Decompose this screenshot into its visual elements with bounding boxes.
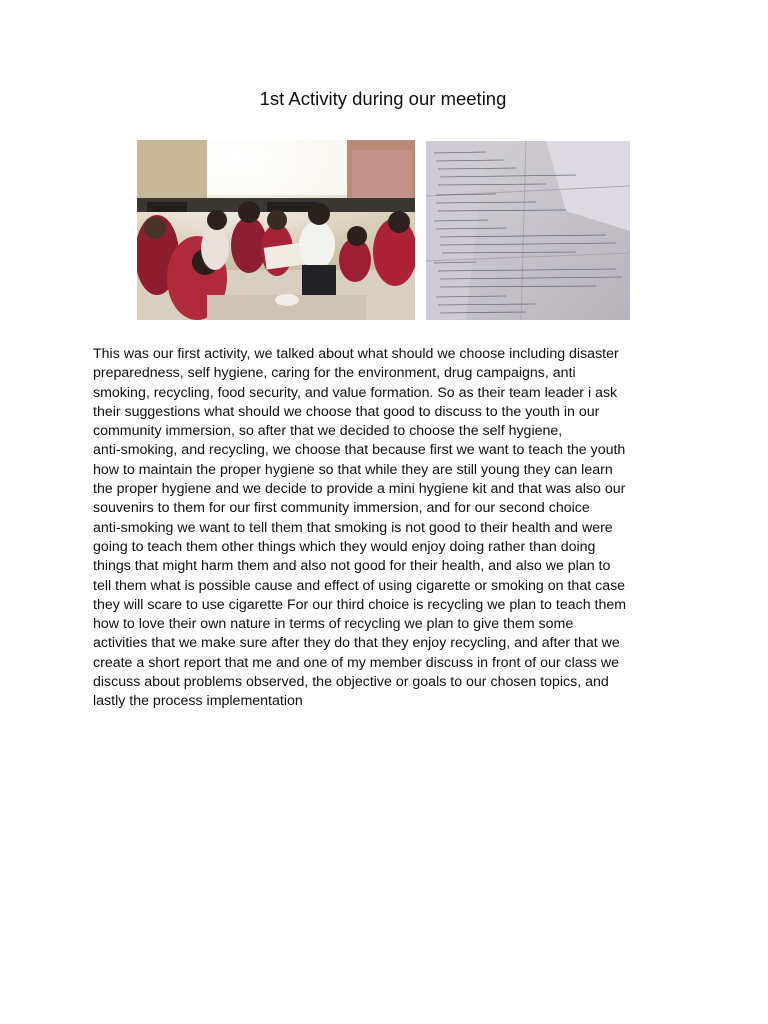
body-paragraph <box>93 345 683 712</box>
body-line: they will scare to use cigarette For our third choice is recycling we plan to teach them <box>93 596 627 613</box>
body-line: how to love their own nature in terms of recycling we plan to give them some <box>93 616 574 633</box>
handwritten-notes-photo <box>426 141 630 320</box>
body-line: create a short report that me and one of my member discuss in front of our class we <box>93 654 619 671</box>
body-line: activities that we make sure after they do that they enjoy recycling, and after that we <box>93 635 620 652</box>
body-line: preparedness, self hygiene, caring for the environment, drug campaigns, anti <box>93 365 576 382</box>
body-line: lastly the process implementation <box>93 693 303 710</box>
body-line: community immersion, so after that we decided to choose the self hygiene, <box>93 423 563 440</box>
body-line: how to maintain the proper hygiene so that while they are still young they can learn <box>93 461 613 478</box>
body-line: This was our first activity, we talked about what should we choose including disaster <box>93 346 619 362</box>
body-line: tell them what is possible cause and effect of using cigarette or smoking on that case <box>93 577 626 594</box>
body-line: the proper hygiene and we decide to provide a mini hygiene kit and that was also our <box>93 481 626 498</box>
body-line: souvenirs to them for our first community immersion, and for our second choice <box>93 500 590 517</box>
body-line: their suggestions what should we choose that good to discuss to the youth in our <box>93 403 600 420</box>
body-line: things that might harm them and also not good for their health, and also we plan to <box>93 558 611 575</box>
page-title: 1st Activity during our meeting <box>259 88 507 109</box>
body-line: anti-smoking we want to tell them that smoking is not good to their health and were <box>93 519 613 536</box>
body-line: smoking, recycling, food security, and value formation. So as their team leader i ask <box>93 384 618 401</box>
body-line: discuss about problems observed, the objective or goals to our chosen topics, and <box>93 674 609 691</box>
body-line: anti-smoking, and recycling, we choose that because first we want to teach the youth <box>93 442 626 459</box>
body-line: going to teach them other things which they would enjoy doing rather than doing <box>93 538 596 555</box>
group-meeting-photo <box>137 140 415 320</box>
